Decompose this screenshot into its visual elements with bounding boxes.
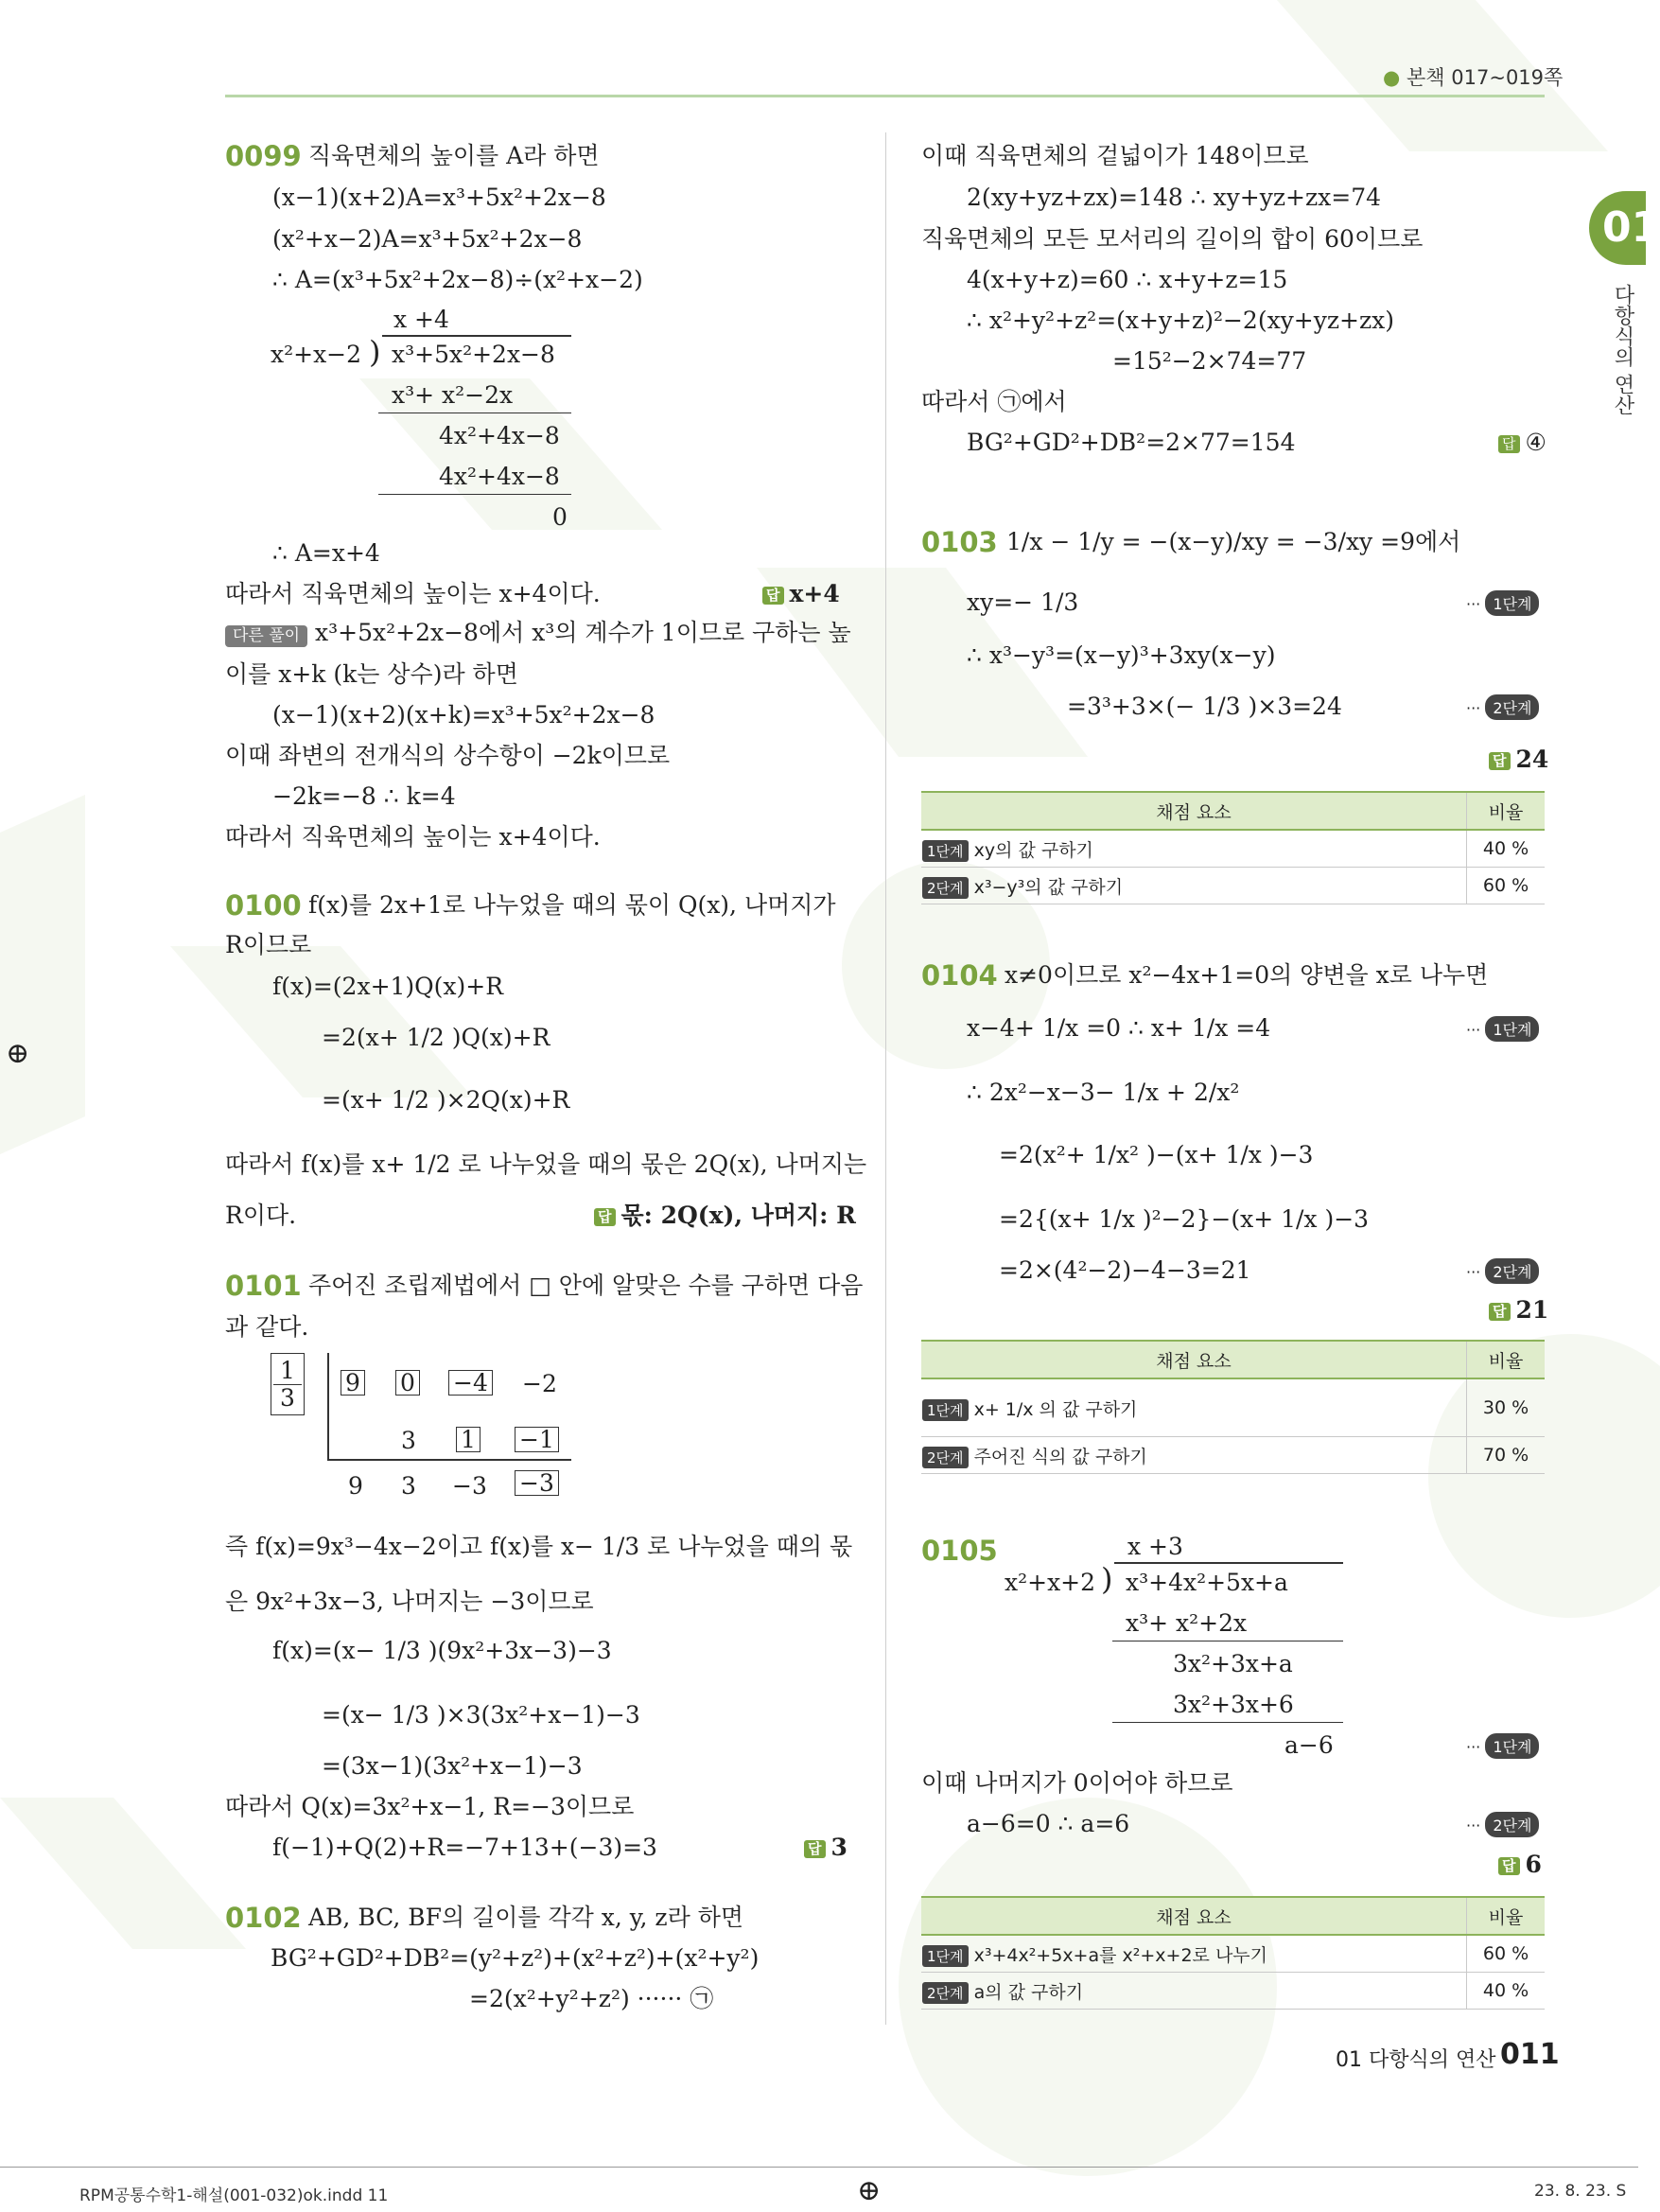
table-cell: 40 % xyxy=(1467,830,1546,868)
footer-section: 01 다항식의 연산 xyxy=(1336,2048,1496,2072)
table-header: 채점 요소 xyxy=(921,792,1467,830)
equation: =(3x−1)(3x²+x−1)−3 xyxy=(322,1752,583,1780)
chapter-tab: 01 xyxy=(1589,191,1646,265)
synthetic-division xyxy=(271,1353,592,1504)
division-step: 4x²+4x−8 xyxy=(439,422,560,449)
answer xyxy=(1489,747,1548,771)
problem-number: 0104 xyxy=(921,959,998,992)
table-row xyxy=(921,1378,1545,1437)
equation: (x²+x−2)A=x³+5x²+2x−8 xyxy=(272,225,583,253)
equation: =2(x²+ 1/x² )−(x+ 1/x )−3 xyxy=(999,1141,1314,1168)
answer-badge: 답 xyxy=(594,1208,616,1226)
sd-cell: −2 xyxy=(522,1370,557,1397)
dots: ··· xyxy=(1466,595,1481,613)
dots: ··· xyxy=(1466,1263,1481,1281)
registration-mark-icon: ⊕ xyxy=(6,1037,30,1070)
step-badge: 2단계 xyxy=(1485,1258,1539,1284)
equation: f(x)=(x− 1/3 )(9x²+3x−3)−3 xyxy=(272,1637,612,1664)
equation: −2k=−8 ∴ k=4 xyxy=(272,782,456,810)
division-step: 3x²+3x+a xyxy=(1173,1650,1293,1677)
answer-badge: 답 xyxy=(804,1840,826,1858)
table-row xyxy=(921,1935,1545,1973)
answer-value: ④ xyxy=(1525,429,1546,456)
division-rule xyxy=(1112,1722,1343,1723)
equation: BG²+GD²+DB²=2×77=154 xyxy=(967,429,1296,456)
equation: =(x+ 1/2 )×2Q(x)+R xyxy=(322,1086,570,1114)
step-badge: 2단계 xyxy=(922,1982,969,2004)
problem-text: 직육면체의 높이를 A라 하면 xyxy=(308,142,600,169)
equation: =(x− 1/3 )×3(3x²+x−1)−3 xyxy=(322,1701,640,1729)
equation: ∴ 2x²−x−3− 1/x + 2/x² xyxy=(967,1079,1240,1106)
step-badge: 1단계 xyxy=(922,1399,969,1421)
equation: f(−1)+Q(2)+R=−7+13+(−3)=3 xyxy=(272,1834,657,1861)
step-marker xyxy=(1466,1733,1539,1759)
solution-text: 이때 나머지가 0이어야 하므로 xyxy=(921,1769,1233,1797)
answer-value: 3 xyxy=(830,1834,847,1861)
step-badge: 1단계 xyxy=(1485,590,1539,616)
solution-text: 따라서 ㉠에서 xyxy=(921,388,1067,415)
step-badge: 2단계 xyxy=(1485,1812,1539,1837)
equation: =15²−2×74=77 xyxy=(1112,347,1307,375)
alt-text: 이때 좌변의 전개식의 상수항이 −2k이므로 xyxy=(225,742,671,769)
table-row xyxy=(921,830,1545,868)
table-cell: 70 % xyxy=(1467,1437,1546,1474)
division-divisor: x²+x+2 xyxy=(1005,1569,1096,1596)
equation: (x−1)(x+2)A=x³+5x²+2x−8 xyxy=(272,184,606,211)
step-marker xyxy=(1466,590,1539,616)
registration-mark-icon: ⊕ xyxy=(857,2174,882,2207)
equation: ∴ x³−y³=(x−y)³+3xy(x−y) xyxy=(967,641,1276,669)
sd-cell: −1 xyxy=(515,1427,559,1452)
table-row xyxy=(921,1437,1545,1474)
answer xyxy=(1498,430,1546,454)
division-dividend: x³+4x²+5x+a xyxy=(1126,1569,1288,1596)
answer-value: 6 xyxy=(1525,1851,1542,1878)
table-row xyxy=(921,1973,1545,2010)
problem-text: 즉 f(x)=9x³−4x−2이고 f(x)를 x− 1/3 로 나누었을 때의 몫 xyxy=(225,1533,853,1560)
column-divider xyxy=(885,132,886,2025)
root-denominator: 3 xyxy=(273,1384,302,1412)
division-bracket: ) xyxy=(369,334,381,370)
equation: =3³+3×(− 1/3 )×3=24 xyxy=(1067,693,1342,720)
alternative-solution xyxy=(225,621,851,647)
step-badge: 1단계 xyxy=(1485,1016,1539,1042)
equation: xy=− 1/3 xyxy=(967,588,1079,616)
answer-value: 몫: 2Q(x), 나머지: R xyxy=(620,1202,856,1229)
equation: =2(x+ 1/2 )Q(x)+R xyxy=(322,1024,550,1051)
problem-text: 은 9x²+3x−3, 나머지는 −3이므로 xyxy=(225,1588,594,1615)
table-cell: 주어진 식의 값 구하기 xyxy=(973,1446,1147,1467)
division-bar xyxy=(382,335,571,337)
alt-badge: 다른 풀이 xyxy=(225,625,307,647)
sd-cell: −3 xyxy=(515,1470,559,1496)
division-step: 4x²+4x−8 xyxy=(439,463,560,490)
scoring-table xyxy=(921,791,1545,904)
scoring-table xyxy=(921,1896,1545,2010)
sd-cell: 9 xyxy=(348,1472,363,1500)
table-cell: 60 % xyxy=(1467,868,1546,904)
sd-horizontal-line xyxy=(327,1459,571,1461)
division-dividend: x³+5x²+2x−8 xyxy=(392,341,555,368)
table-cell: 30 % xyxy=(1467,1378,1546,1437)
table-header: 비율 xyxy=(1467,792,1546,830)
problem-number: 0101 xyxy=(225,1270,302,1302)
answer-badge: 답 xyxy=(1498,1857,1520,1875)
page-reference-text: 본책 017~019쪽 xyxy=(1407,66,1564,89)
equation: 4(x+y+z)=60 ∴ x+y+z=15 xyxy=(967,266,1288,293)
print-file-name: RPM공통수학1-해설(001-032)ok.indd 11 xyxy=(79,2186,389,2205)
root-numerator: 1 xyxy=(280,1357,295,1384)
problem-text: R이므로 xyxy=(225,931,312,958)
equation: =2(x²+y²+z²) ······ ㉠ xyxy=(469,1985,714,2012)
scoring-table xyxy=(921,1340,1545,1474)
table-cell: x³+4x²+5x+a를 x²+x+2로 나누기 xyxy=(973,1944,1268,1966)
step-badge: 2단계 xyxy=(922,1447,969,1468)
problem-text: 따라서 f(x)를 x+ 1/2 로 나누었을 때의 몫은 2Q(x), 나머지는 xyxy=(225,1150,867,1178)
step-marker xyxy=(1466,1016,1539,1042)
problem-text: x≠0이므로 x²−4x+1=0의 양변을 x로 나누면 xyxy=(1005,961,1489,989)
step-badge: 1단계 xyxy=(1485,1733,1539,1759)
root-box xyxy=(271,1353,305,1415)
sd-cell: −3 xyxy=(452,1472,487,1500)
dots: ··· xyxy=(1466,1021,1481,1039)
problem-text: 1/x − 1/y = −(x−y)/xy = −3/xy =9에서 xyxy=(1006,528,1461,555)
step-badge: 1단계 xyxy=(922,1945,969,1967)
table-header: 비율 xyxy=(1467,1341,1546,1378)
print-date: 23. 8. 23. S xyxy=(1534,2182,1627,2201)
bullet-icon: ● xyxy=(1383,66,1401,89)
step-badge: 2단계 xyxy=(1485,694,1539,720)
problem-number: 0100 xyxy=(225,889,302,922)
step-badge: 1단계 xyxy=(922,840,969,862)
table-cell: a의 값 구하기 xyxy=(973,1981,1084,2003)
table-cell: xy의 값 구하기 xyxy=(973,839,1093,861)
problem-text: 따라서 Q(x)=3x²+x−1, R=−3이므로 xyxy=(225,1793,635,1820)
division-divisor: x²+x−2 xyxy=(271,341,362,368)
conclusion: 따라서 직육면체의 높이는 x+4이다. xyxy=(225,823,601,851)
equation: ∴ A=(x³+5x²+2x−8)÷(x²+x−2) xyxy=(272,266,643,293)
problem-number: 0102 xyxy=(225,1902,302,1934)
dots: ··· xyxy=(1466,1817,1481,1835)
table-header: 채점 요소 xyxy=(921,1897,1467,1935)
answer-badge: 답 xyxy=(762,587,784,605)
step-badge: 2단계 xyxy=(922,877,969,899)
answer-value: 24 xyxy=(1515,746,1549,773)
table-header: 비율 xyxy=(1467,1897,1546,1935)
division-bar xyxy=(1114,1562,1343,1564)
division-remainder: a−6 xyxy=(1284,1731,1334,1759)
division-step: x³+ x²−2x xyxy=(392,381,514,409)
equation: x−4+ 1/x =0 ∴ x+ 1/x =4 xyxy=(967,1014,1271,1042)
equation: =2×(4²−2)−4−3=21 xyxy=(999,1256,1251,1284)
answer xyxy=(594,1203,856,1227)
equation: (x−1)(x+2)(x+k)=x³+5x²+2x−8 xyxy=(272,701,655,729)
answer-value: 21 xyxy=(1515,1296,1549,1324)
problem-number: 0099 xyxy=(225,140,302,172)
solution-text: 직육면체의 모든 모서리의 길이의 합이 60이므로 xyxy=(921,225,1424,253)
solution-text: 이때 직육면체의 겉넓이가 148이므로 xyxy=(921,142,1309,169)
sd-cell: 3 xyxy=(401,1472,416,1500)
table-header: 채점 요소 xyxy=(921,1341,1467,1378)
division-quotient: x +4 xyxy=(393,306,449,333)
answer-badge: 답 xyxy=(1489,752,1511,770)
page-number: 011 xyxy=(1500,2038,1560,2071)
problem-text: R이다. xyxy=(225,1202,297,1229)
equation: =2{(x+ 1/x )²−2}−(x+ 1/x )−3 xyxy=(999,1205,1370,1233)
table-row xyxy=(921,868,1545,904)
dots: ··· xyxy=(1466,1738,1481,1756)
sd-cell: 0 xyxy=(395,1370,420,1396)
header-rule xyxy=(225,95,1545,97)
chapter-title: 다항식의 연산 xyxy=(1611,284,1634,415)
equation: a−6=0 ∴ a=6 xyxy=(967,1810,1130,1837)
sd-vertical-line xyxy=(327,1353,329,1459)
sd-cell: 1 xyxy=(456,1427,481,1452)
equation: ∴ x²+y²+z²=(x+y+z)²−2(xy+yz+zx) xyxy=(967,307,1395,334)
answer-badge: 답 xyxy=(1498,435,1520,453)
step-marker xyxy=(1466,1258,1539,1284)
step-marker xyxy=(1466,694,1539,720)
equation: f(x)=(2x+1)Q(x)+R xyxy=(272,973,504,1000)
table-cell: 60 % xyxy=(1467,1935,1546,1973)
equation: BG²+GD²+DB²=(y²+z²)+(x²+z²)+(x²+y²) xyxy=(271,1944,760,1972)
answer xyxy=(1489,1298,1548,1322)
problem-text: f(x)를 2x+1로 나누었을 때의 몫이 Q(x), 나머지가 xyxy=(308,891,836,919)
trim-line xyxy=(0,2167,1638,2168)
problem-number: 0103 xyxy=(921,526,998,558)
sd-cell: 9 xyxy=(341,1370,365,1396)
table-cell: x³−y³의 값 구하기 xyxy=(973,876,1124,898)
division-quotient: x +3 xyxy=(1127,1533,1183,1560)
division-rule xyxy=(378,494,571,495)
division-step: x³+ x²+2x xyxy=(1126,1609,1248,1637)
sd-cell: −4 xyxy=(448,1370,493,1396)
answer-badge: 답 xyxy=(1489,1303,1511,1321)
step-marker xyxy=(1466,1812,1539,1837)
equation: 2(xy+yz+zx)=148 ∴ xy+yz+zx=74 xyxy=(967,184,1382,211)
page-reference xyxy=(1383,62,1563,91)
equation: ∴ A=x+4 xyxy=(272,539,380,567)
problem-text: AB, BC, BF의 길이를 각각 x, y, z라 하면 xyxy=(308,1904,744,1931)
answer xyxy=(762,582,840,606)
table-cell: 40 % xyxy=(1467,1973,1546,2010)
alt-text: 이를 x+k (k는 상수)라 하면 xyxy=(225,660,518,688)
division-bracket: ) xyxy=(1101,1561,1113,1597)
dots: ··· xyxy=(1466,699,1481,717)
division-remainder: 0 xyxy=(552,503,568,531)
sd-cell: 3 xyxy=(401,1427,416,1454)
answer-value: x+4 xyxy=(789,580,840,607)
problem-text: 과 같다. xyxy=(225,1313,309,1341)
answer xyxy=(1498,1852,1542,1876)
division-step: 3x²+3x+6 xyxy=(1173,1691,1294,1718)
table-cell: x+ 1/x 의 값 구하기 xyxy=(973,1398,1138,1420)
conclusion: 따라서 직육면체의 높이는 x+4이다. xyxy=(225,580,601,607)
problem-number: 0105 xyxy=(921,1535,998,1567)
problem-text: 주어진 조립제법에서 □ 안에 알맞은 수를 구하면 다음 xyxy=(308,1272,864,1299)
alt-text: x³+5x²+2x−8에서 x³의 계수가 1이므로 구하는 높 xyxy=(315,619,851,646)
answer xyxy=(804,1835,847,1859)
